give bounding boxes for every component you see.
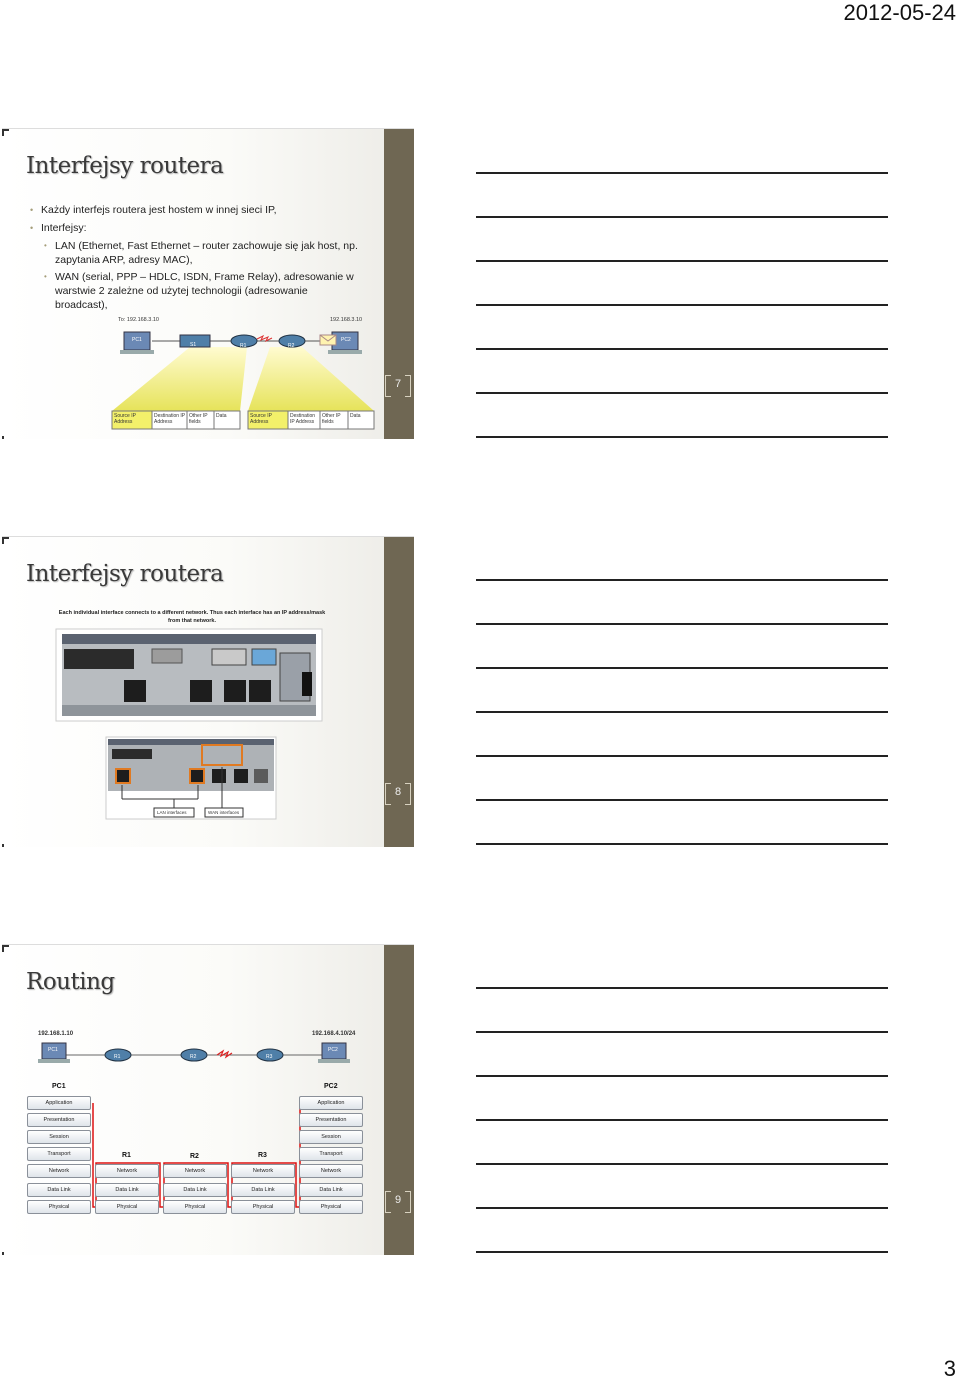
notes-line — [476, 799, 888, 801]
notes-line — [476, 579, 888, 581]
notes-line — [476, 667, 888, 669]
osi-layer: Data Link — [95, 1183, 159, 1197]
osi-layer: Data Link — [299, 1183, 363, 1197]
osi-layer: Network — [299, 1164, 363, 1178]
destination-ip-label: 192.168.3.10 — [330, 317, 363, 323]
device-label: PC1 — [48, 1047, 58, 1053]
figure-caption: Each individual interface connects to a different network. Thus each interface has an IP address/mask from that network. — [58, 610, 326, 624]
packet-field: Destination IP Address — [290, 413, 316, 425]
packet-field: Destination IP Address — [154, 413, 186, 425]
notes-line — [476, 172, 888, 174]
slide-number — [385, 783, 411, 805]
osi-layer: Physical — [27, 1200, 91, 1214]
osi-layer: Data Link — [231, 1183, 295, 1197]
osi-layer: Data Link — [27, 1183, 91, 1197]
device-label: PC2 — [341, 337, 351, 343]
slide-title: Interfejsy routera — [26, 561, 224, 587]
lan-interfaces-label: LAN interfaces — [157, 810, 187, 815]
notes-line — [476, 1031, 888, 1033]
notes-lines — [476, 579, 888, 887]
slide-9 — [2, 944, 414, 1255]
packet-field: Source IP Address — [250, 413, 272, 425]
notes-line — [476, 711, 888, 713]
device-label: R2 — [288, 343, 295, 349]
slide-number — [385, 1191, 411, 1213]
osi-layer: Data Link — [163, 1183, 227, 1197]
sub-bullet-item: • LAN (Ethernet, Fast Ethernet – router zachowuje się jak host, np. zapytania ARP, adresy MAC), — [30, 239, 360, 267]
notes-line — [476, 304, 888, 306]
notes-line — [476, 755, 888, 757]
slide-number — [385, 375, 411, 397]
stack-label: PC2 — [324, 1083, 338, 1090]
bullet-item: • Interfejsy: — [30, 221, 360, 235]
stack-label: R1 — [122, 1152, 131, 1159]
device-label: PC1 — [132, 337, 142, 343]
osi-layer: Session — [299, 1130, 363, 1144]
osi-layer: Physical — [299, 1200, 363, 1214]
page-number: 3 — [943, 1356, 956, 1381]
notes-line — [476, 843, 888, 845]
bullet-item: • Każdy interfejs routera jest hostem w innej sieci IP, — [30, 203, 360, 217]
osi-layer: Presentation — [299, 1113, 363, 1127]
highlight-beam — [248, 347, 374, 411]
slide-number-text: 7 — [394, 378, 402, 390]
slide-8 — [2, 536, 414, 847]
packet-field: Data — [216, 413, 227, 419]
wan-interfaces-label: WAN interfaces — [208, 810, 240, 815]
stack-label: R2 — [190, 1153, 199, 1160]
stack-label: R3 — [258, 1152, 267, 1159]
osi-layer: Physical — [163, 1200, 227, 1214]
osi-layer: Session — [27, 1130, 91, 1144]
notes-line — [476, 1207, 888, 1209]
osi-layer: Application — [299, 1096, 363, 1110]
router-photos — [2, 537, 414, 847]
notes-line — [476, 392, 888, 394]
packet-field: Other IP fields — [322, 413, 341, 425]
sub-bullet-item: • WAN (serial, PPP – HDLC, ISDN, Frame Relay), adresowanie w warstwie 2 zależne od użytej technologii (adresowanie broadcast), — [30, 270, 360, 312]
osi-layer: Network — [163, 1164, 227, 1178]
network-diagram-graphics — [2, 129, 414, 439]
osi-layer: Presentation — [27, 1113, 91, 1127]
device-label: R1 — [240, 343, 247, 349]
packet-field: Data — [350, 413, 361, 419]
source-ip-label: 192.168.1.10 — [38, 1031, 74, 1037]
device-label: R3 — [266, 1054, 273, 1060]
notes-line — [476, 436, 888, 438]
osi-layer: Network — [27, 1164, 91, 1178]
notes-line — [476, 216, 888, 218]
notes-line — [476, 1119, 888, 1121]
stack-label: PC1 — [52, 1083, 66, 1090]
slide-7 — [2, 128, 414, 439]
notes-line — [476, 1251, 888, 1253]
osi-layer: Transport — [299, 1147, 363, 1161]
header-date: 2012-05-24 — [843, 0, 956, 25]
notes-line — [476, 987, 888, 989]
device-label: S1 — [190, 342, 197, 348]
osi-layer: Network — [231, 1164, 295, 1178]
notes-line — [476, 260, 888, 262]
notes-line — [476, 348, 888, 350]
packet-field: Source IP Address — [114, 413, 136, 425]
slide-number-text: 8 — [394, 786, 402, 798]
device-label: PC2 — [328, 1047, 338, 1053]
device-label: R1 — [114, 1054, 121, 1060]
packet-field: Other IP fields — [189, 413, 208, 425]
osi-layer: Network — [95, 1164, 159, 1178]
slide-number-text: 9 — [394, 1194, 402, 1206]
notes-line — [476, 623, 888, 625]
osi-layer: Physical — [231, 1200, 295, 1214]
notes-lines — [476, 987, 888, 1295]
slide-title: Routing — [26, 969, 115, 995]
notes-line — [476, 1075, 888, 1077]
notes-lines — [476, 172, 888, 480]
osi-layer: Transport — [27, 1147, 91, 1161]
osi-layer: Physical — [95, 1200, 159, 1214]
slide-title: Interfejsy routera — [26, 153, 224, 179]
osi-layer: Application — [27, 1096, 91, 1110]
destination-label: To: 192.168.3.10 — [118, 317, 159, 323]
highlight-beam — [112, 347, 247, 411]
destination-ip-label: 192.168.4.10/24 — [312, 1031, 356, 1037]
device-label: R2 — [190, 1054, 197, 1060]
notes-line — [476, 1163, 888, 1165]
